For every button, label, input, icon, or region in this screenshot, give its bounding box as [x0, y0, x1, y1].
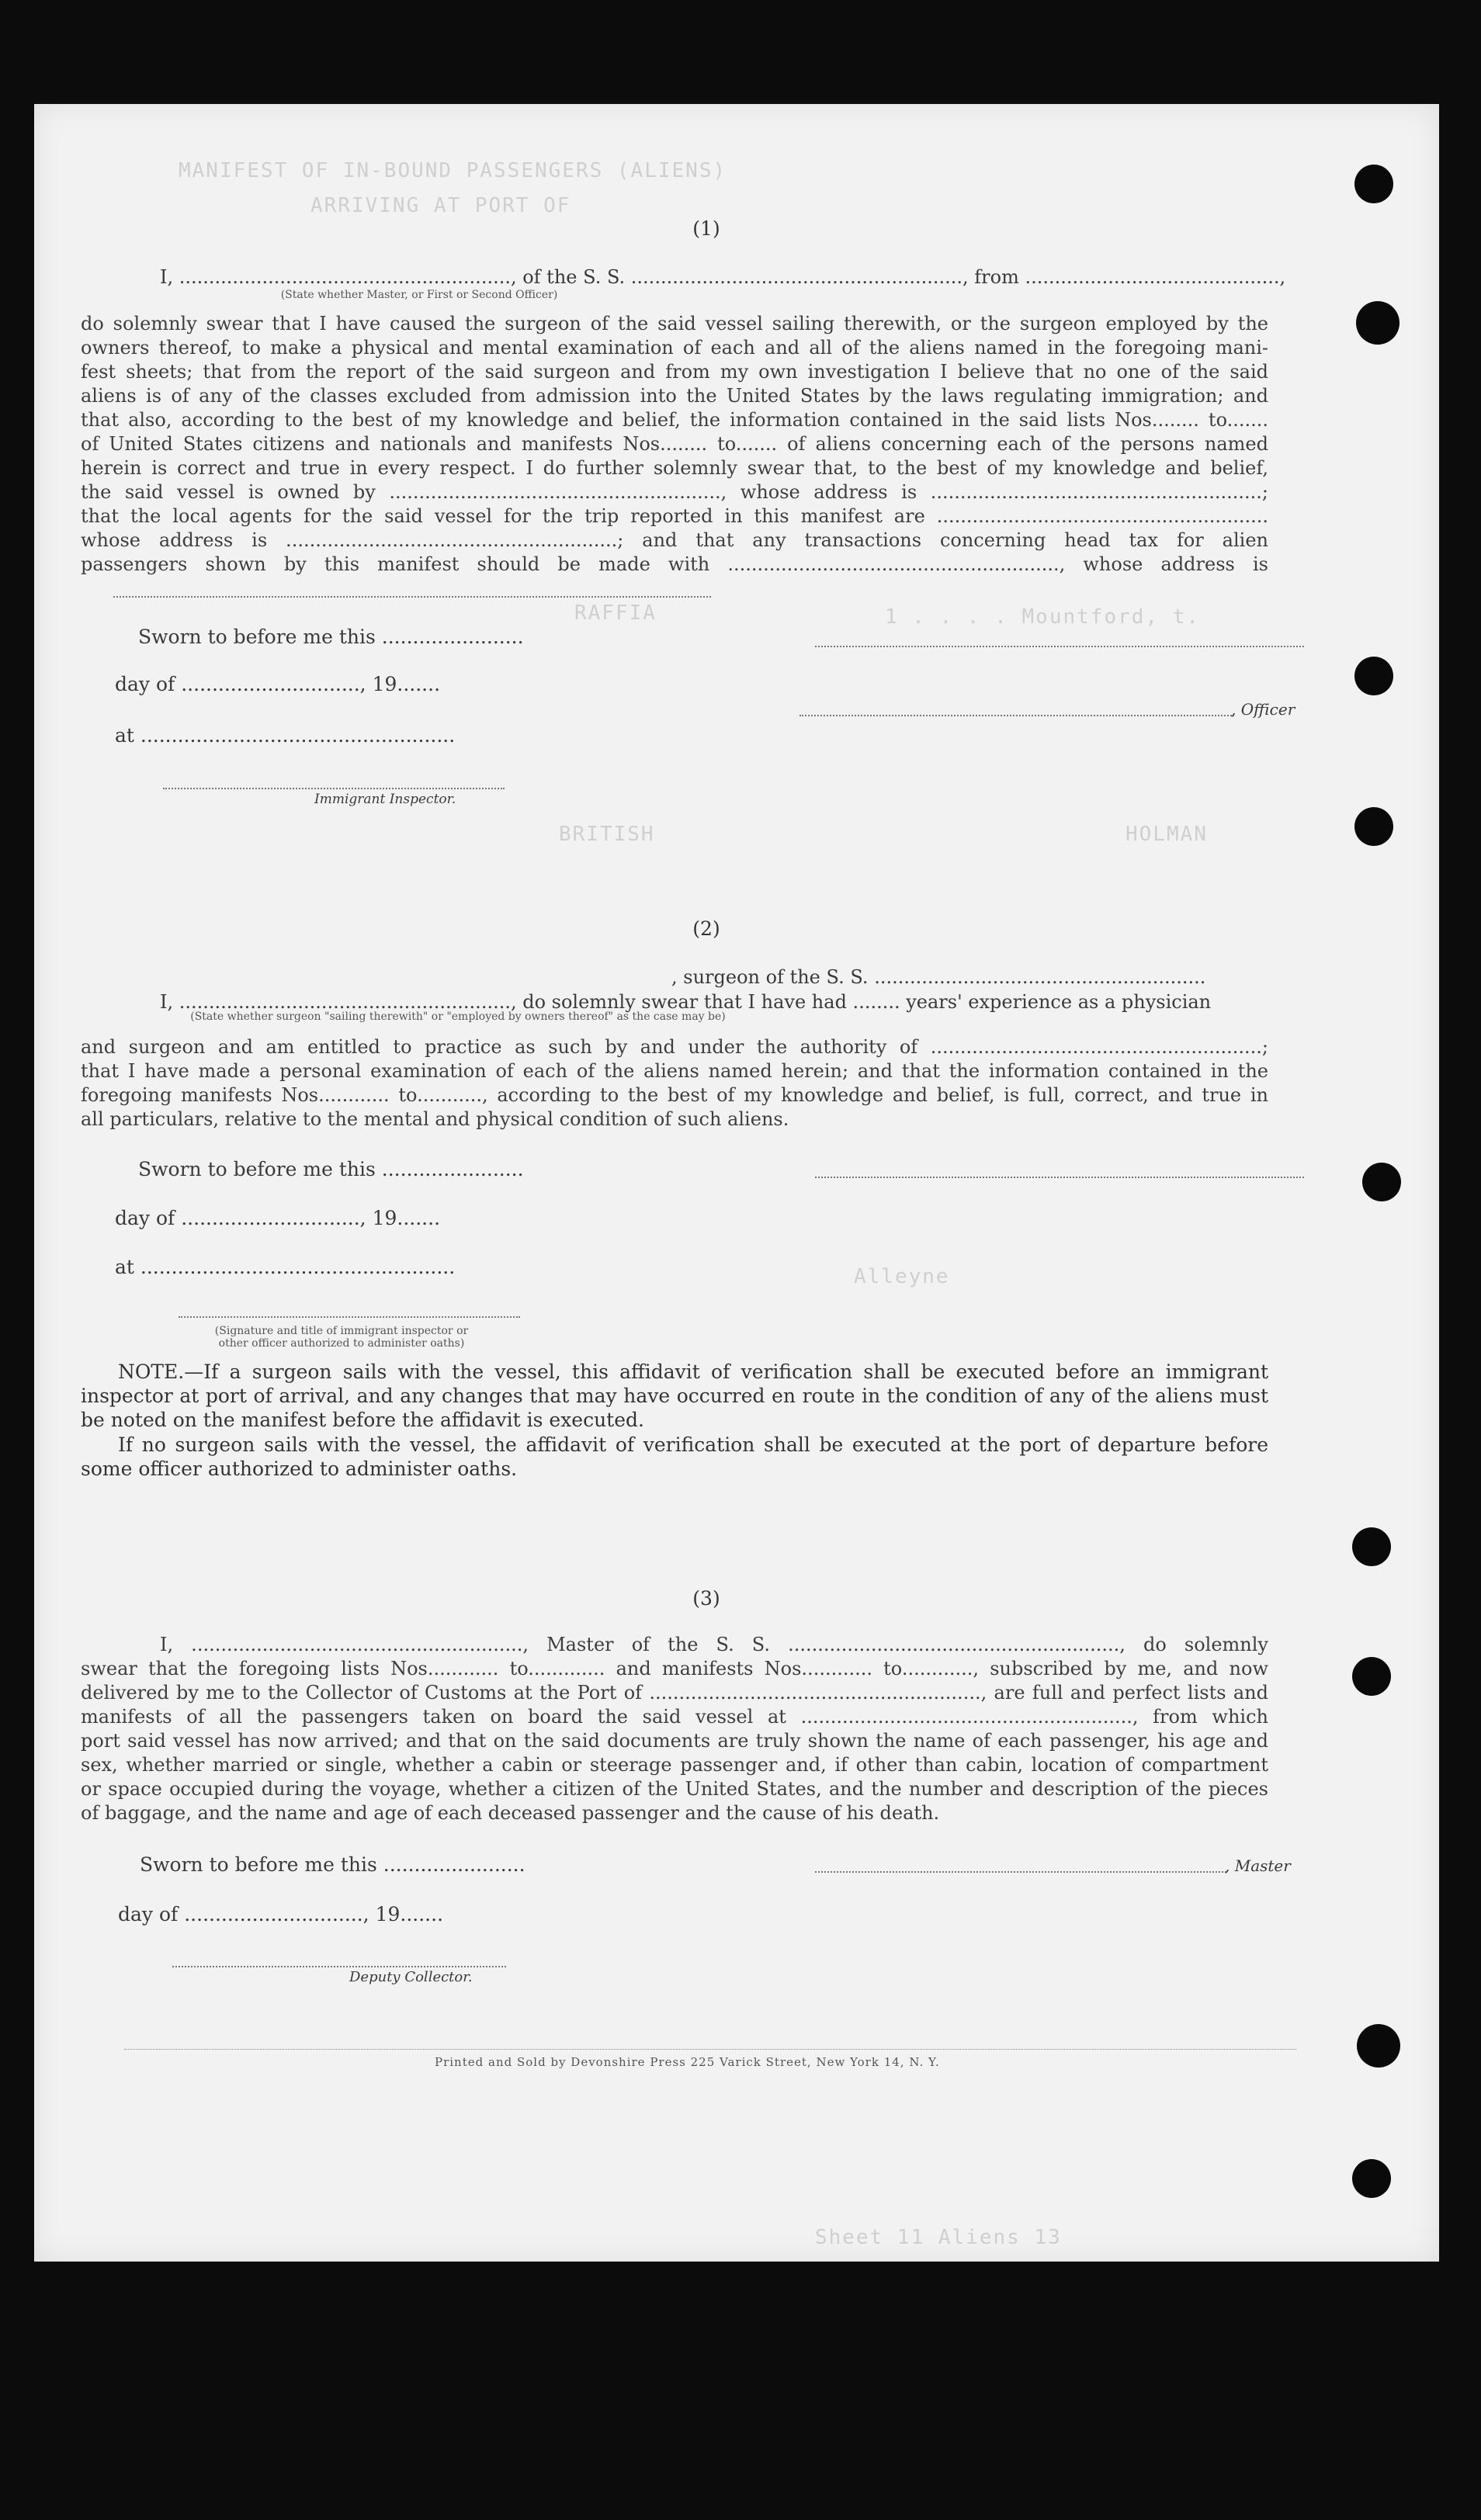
surgeon-signature-line: [815, 1177, 1304, 1178]
sig-caption-2: other officer authorized to administer oaths): [218, 1337, 465, 1350]
day-of-line: day of ............................., 19.......: [115, 1207, 441, 1229]
oath-line: passengers shown by this manifest should be made with ........................................................, whose address is: [81, 553, 1268, 575]
binder-hole: [1354, 657, 1393, 695]
at-line: at ...................................................: [115, 724, 456, 747]
section2-sub-caption: (State whether surgeon "sailing therewith" or "employed by owners thereof" as the case may be): [190, 1010, 726, 1023]
note-line: be noted on the manifest before the affidavit is executed.: [81, 1409, 644, 1431]
section1-sub-caption: (State whether Master, or First or Second Officer): [280, 289, 558, 301]
note-line: some officer authorized to administer oaths.: [81, 1458, 518, 1480]
signature-line: [113, 596, 711, 598]
show-through-text: MANIFEST OF IN-BOUND PASSENGERS (ALIENS): [179, 159, 727, 182]
binder-hole: [1357, 2024, 1400, 2068]
section2-surgeon-part: , surgeon of the S. S. ........................................................: [671, 966, 1206, 988]
collector-caption: Deputy Collector.: [349, 1969, 473, 1985]
oath-line: I, ........................................................, Master of the S. S. ........................................................, do solemnly: [160, 1634, 1268, 1655]
oath-line: swear that the foregoing lists Nos............ to............. and manifests Nos............ to............, subscribed by me, and now: [81, 1658, 1268, 1679]
footer-rule: [124, 2049, 1296, 2050]
section1-oath-paragraph: [81, 312, 1268, 577]
inspector-signature-line: [179, 1316, 520, 1318]
show-through-text: HOLMAN: [1125, 823, 1208, 846]
at-line: at ...................................................: [115, 1256, 456, 1278]
section-number-1: (1): [692, 217, 720, 240]
note-line: If no surgeon sails with the vessel, the affidavit of verification shall be executed at the port of departure before: [118, 1433, 1268, 1456]
officer-signature-line: [815, 646, 1304, 647]
section3-oath-paragraph: [81, 1633, 1268, 1825]
oath-line: of baggage, and the name and age of each deceased passenger and the cause of his death.: [81, 1802, 940, 1824]
collector-signature-line: [172, 1966, 506, 1967]
oath-line: the said vessel is owned by ........................................................, whose address is ........................................................;: [81, 481, 1268, 503]
oath-line: whose address is ........................................................; and that any transactions concerning head tax for alien: [81, 529, 1268, 551]
oath-line: foregoing manifests Nos............ to..........., according to the best of my knowledge and belief, is full, correct, and true in: [81, 1084, 1268, 1106]
section-number-2: (2): [692, 917, 720, 940]
section1-header-line: I, ........................................................, of the S. S. ........................................................, from ...........................................,: [160, 266, 1286, 288]
binder-hole: [1352, 2159, 1391, 2198]
sworn-before-line: Sworn to before me this .......................: [140, 1853, 525, 1876]
oath-line: of United States citizens and nationals and manifests Nos........ to....... of aliens concerning each of the persons named: [81, 433, 1268, 455]
oath-line: that the local agents for the said vessel for the trip reported in this manifest are ........................................................: [81, 505, 1268, 527]
oath-line: port said vessel has now arrived; and that on the said documents are truly shown the name of each passenger, his age and: [81, 1730, 1268, 1752]
sworn-before-line: Sworn to before me this .......................: [138, 1158, 524, 1180]
oath-line: manifests of all the passengers taken on board the said vessel at ........................................................, from which: [81, 1706, 1268, 1728]
show-through-text: BRITISH: [559, 823, 655, 846]
binder-hole: [1354, 165, 1393, 203]
binder-hole: [1352, 1527, 1391, 1566]
note-line: inspector at port of arrival, and any changes that may have occurred en route in the condition of any of the aliens must: [81, 1385, 1268, 1407]
oath-line: do solemnly swear that I have caused the surgeon of the said vessel sailing therewith, or the surgeon employed by the: [81, 313, 1268, 334]
officer-signature-line: [799, 715, 1234, 716]
oath-line: that also, according to the best of my knowledge and belief, the information contained in the said lists Nos........ to.......: [81, 409, 1268, 431]
note2-paragraph: [81, 1433, 1268, 1481]
day-of-line: day of ............................., 19.......: [115, 673, 441, 695]
day-of-line: day of ............................., 19.......: [118, 1903, 444, 1926]
oath-line: delivered by me to the Collector of Customs at the Port of ........................................................, are full and perfect lists and: [81, 1682, 1268, 1704]
inspector-caption: Immigrant Inspector.: [314, 792, 456, 807]
oath-line: owners thereof, to make a physical and mental examination of each and all of the aliens named in the foregoing mani-: [81, 337, 1268, 359]
oath-line: herein is correct and true in every respect. I do further solemnly swear that, to the best of my knowledge and belief,: [81, 457, 1268, 479]
show-through-text: Alleyne: [854, 1265, 950, 1288]
master-signature-line: [815, 1871, 1226, 1873]
binder-hole: [1352, 1657, 1391, 1696]
oath-line: that I have made a personal examination of each of the aliens named herein; and that the information contained in the: [81, 1060, 1268, 1082]
oath-line: and surgeon and am entitled to practice as such by and under the authority of ........................................................;: [81, 1036, 1268, 1058]
sworn-before-line: Sworn to before me this .......................: [138, 626, 524, 648]
section2-header-line: I, ........................................................, do solemnly swear that I have had ........ years' experience as a physician: [160, 991, 1212, 1013]
binder-hole: [1356, 301, 1399, 345]
show-through-text: ARRIVING AT PORT OF: [310, 194, 571, 217]
note-line: NOTE.—If a surgeon sails with the vessel, this affidavit of verification shall be executed before an immigrant: [118, 1361, 1268, 1383]
show-through-text: Sheet 11 Aliens 13: [815, 2226, 1062, 2249]
section2-oath-paragraph: [81, 1035, 1268, 1132]
show-through-text: 1 . . . . Mountford, t.: [885, 605, 1201, 629]
printer-imprint: Printed and Sold by Devonshire Press 225 Varick Street, New York 14, N. Y.: [435, 2055, 940, 2069]
note-paragraph: [81, 1360, 1268, 1432]
binder-hole: [1354, 807, 1393, 846]
master-caption: , Master: [1225, 1856, 1291, 1875]
inspector-signature-line: [163, 788, 505, 789]
section-number-3: (3): [692, 1587, 720, 1610]
show-through-text: RAFFIA: [574, 601, 657, 625]
oath-line: all particulars, relative to the mental and physical condition of such aliens.: [81, 1108, 789, 1130]
oath-line: or space occupied during the voyage, whether a citizen of the United States, and the number and description of the pieces: [81, 1778, 1268, 1800]
oath-line: fest sheets; that from the report of the said surgeon and from my own investigation I believe that no one of the said: [81, 361, 1268, 383]
binder-hole: [1362, 1163, 1401, 1201]
oath-line: sex, whether married or single, whether a cabin or steerage passenger and, if other than cabin, location of compartment: [81, 1754, 1268, 1776]
oath-line: aliens is of any of the classes excluded from admission into the United States by the laws regulating immigration; and: [81, 385, 1268, 407]
sig-caption-1: (Signature and title of immigrant inspector or: [214, 1325, 469, 1337]
officer-caption: , Officer: [1231, 700, 1295, 719]
